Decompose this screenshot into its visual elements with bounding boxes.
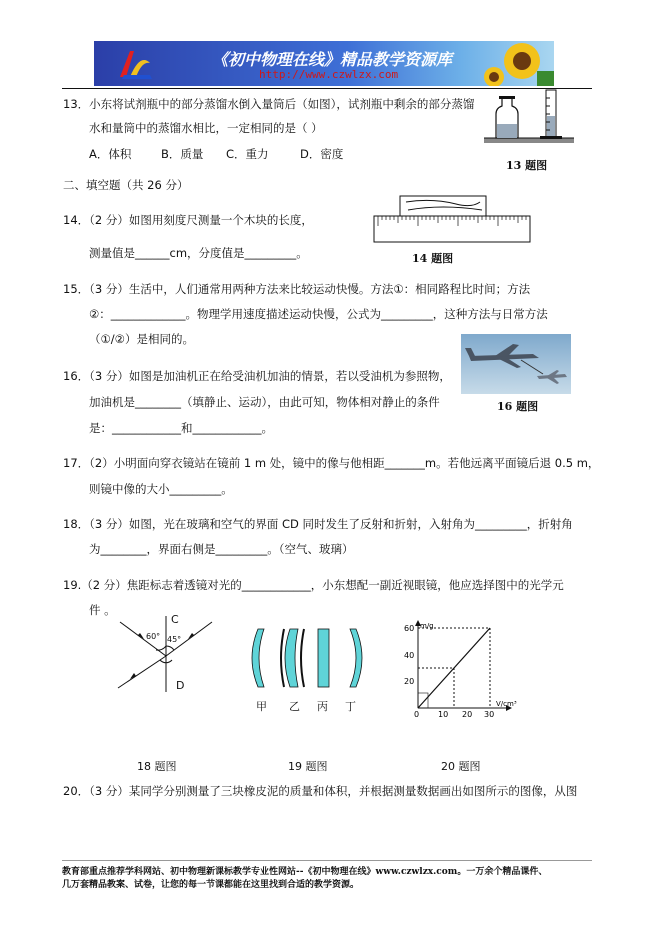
logo-icon xyxy=(116,47,156,81)
q18-line1: 18．（3 分）如图，光在玻璃和空气的界面 CD 同时发生了反射和折射，入射角为_________，折射角 xyxy=(63,517,573,531)
q16-line1: 16．（3 分）如图是加油机正在给受油机加油的情景，若以受油机为参照物， xyxy=(63,369,451,383)
fig20-ytick-60: 60 xyxy=(404,624,415,633)
fig20-xtick-30: 30 xyxy=(484,710,495,718)
fig19-caption: 19 题图 xyxy=(288,760,328,773)
q13-option-a: A．体积 xyxy=(89,147,132,161)
q18-line2: 为________，界面右侧是_________。（空气、玻璃） xyxy=(89,542,354,556)
fig20-caption: 20 题图 xyxy=(441,760,481,773)
header-banner xyxy=(94,41,554,86)
q13-option-d: D．密度 xyxy=(300,147,344,161)
q14-caption: 14 题图 xyxy=(412,252,454,265)
footer-line2: 几万套精品教案、试卷，让您的每一节课都能在这里找到合适的教学资源。 xyxy=(62,880,360,890)
fig20-ytick-40: 40 xyxy=(404,651,415,660)
q17-line2: 则镜中像的大小_________。 xyxy=(89,482,233,496)
fig18-angle-45: 45° xyxy=(167,635,182,644)
q13-figure xyxy=(484,88,574,152)
q13-option-c: C．重力 xyxy=(226,147,269,161)
q13-caption: 13 题图 xyxy=(506,159,548,172)
q19-line1: 19.（2 分）焦距标志着透镜对光的____________，小东想配一副近视眼镜，他应选择图中的光学元 xyxy=(63,578,564,592)
q15-line1: 15．（3 分）生活中，人们通常用两种方法来比较运动快慢。方法①：相同路程比时间；方法 xyxy=(63,282,531,296)
section-2-heading: 二、填空题（共 26 分） xyxy=(63,178,189,192)
q15-line3: （①/②）是相同的。 xyxy=(89,332,194,346)
q14-line2: 测量值是______cm，分度值是_________。 xyxy=(89,246,308,260)
fig18-caption: 18 题图 xyxy=(137,760,177,773)
fig18-refraction-diagram xyxy=(112,612,222,697)
fig20-xlabel: V/cm³ xyxy=(496,700,517,708)
fig18-label-d: D xyxy=(176,679,185,692)
fig19-label-jia: 甲 xyxy=(256,700,267,713)
fig20-mass-volume-graph xyxy=(400,618,530,718)
q13-line2: 水和量筒中的蒸馏水相比，一定相同的是（ ） xyxy=(89,121,323,135)
fig19-label-bing: 丙 xyxy=(317,700,328,713)
fig20-ytick-20: 20 xyxy=(404,677,415,686)
q15-line2: ②：_____________。物理学用速度描述运动快慢，公式为_________，这种方法与日常方法 xyxy=(89,307,548,321)
fig18-label-c: C xyxy=(171,613,179,626)
q13-line1: 13．小东将试剂瓶中的部分蒸馏水倒入量筒后（如图），试剂瓶中剩余的部分蒸馏 xyxy=(63,97,475,111)
q20-line1: 20．（3 分）某同学分别测量了三块橡皮泥的质量和体积，并根据测量数据画出如图所示的图像，从图 xyxy=(63,784,578,798)
footer-rule xyxy=(62,860,592,861)
banner-title: 《初中物理在线》精品教学资源库 xyxy=(212,50,453,69)
q13-option-b: B．质量 xyxy=(161,147,204,161)
q16-line3: 是：____________和____________。 xyxy=(89,421,273,435)
q16-line2: 加油机是________（填静止、运动），由此可知，物体相对静止的条件 xyxy=(89,395,440,409)
q16-refuel-photo xyxy=(461,334,571,394)
q17-line1: 17．（2）小明面向穿衣镜站在镜前 1 m 处，镜中的像与他相距_______m。若他远离平面镜后退 0.5 m， xyxy=(63,456,600,470)
fig19-lenses xyxy=(244,625,374,691)
q14-line1: 14．（2 分）如图用刻度尺测量一个木块的长度， xyxy=(63,213,313,227)
footer-line1: 教育部重点推荐学科网站、初中物理新课标教学专业性网站--《初中物理在线》www.czwlzx.com。一万余个精品课件、 xyxy=(62,867,548,877)
q16-caption: 16 题图 xyxy=(497,400,539,413)
fig18-angle-60: 60° xyxy=(146,632,161,641)
q19-line2: 件 。 xyxy=(89,603,116,617)
fig20-xtick-20: 20 xyxy=(462,710,473,718)
fig20-ylabel: m/g xyxy=(420,622,434,630)
banner-url: http://www.czwlzx.com xyxy=(259,68,399,81)
fig19-label-yi: 乙 xyxy=(289,700,300,713)
fig19-label-ding: 丁 xyxy=(345,700,356,713)
fig20-xtick-0: 0 xyxy=(414,710,420,718)
sunflower-icon xyxy=(482,41,554,86)
fig20-xtick-10: 10 xyxy=(438,710,449,718)
q14-ruler-figure xyxy=(372,192,532,248)
